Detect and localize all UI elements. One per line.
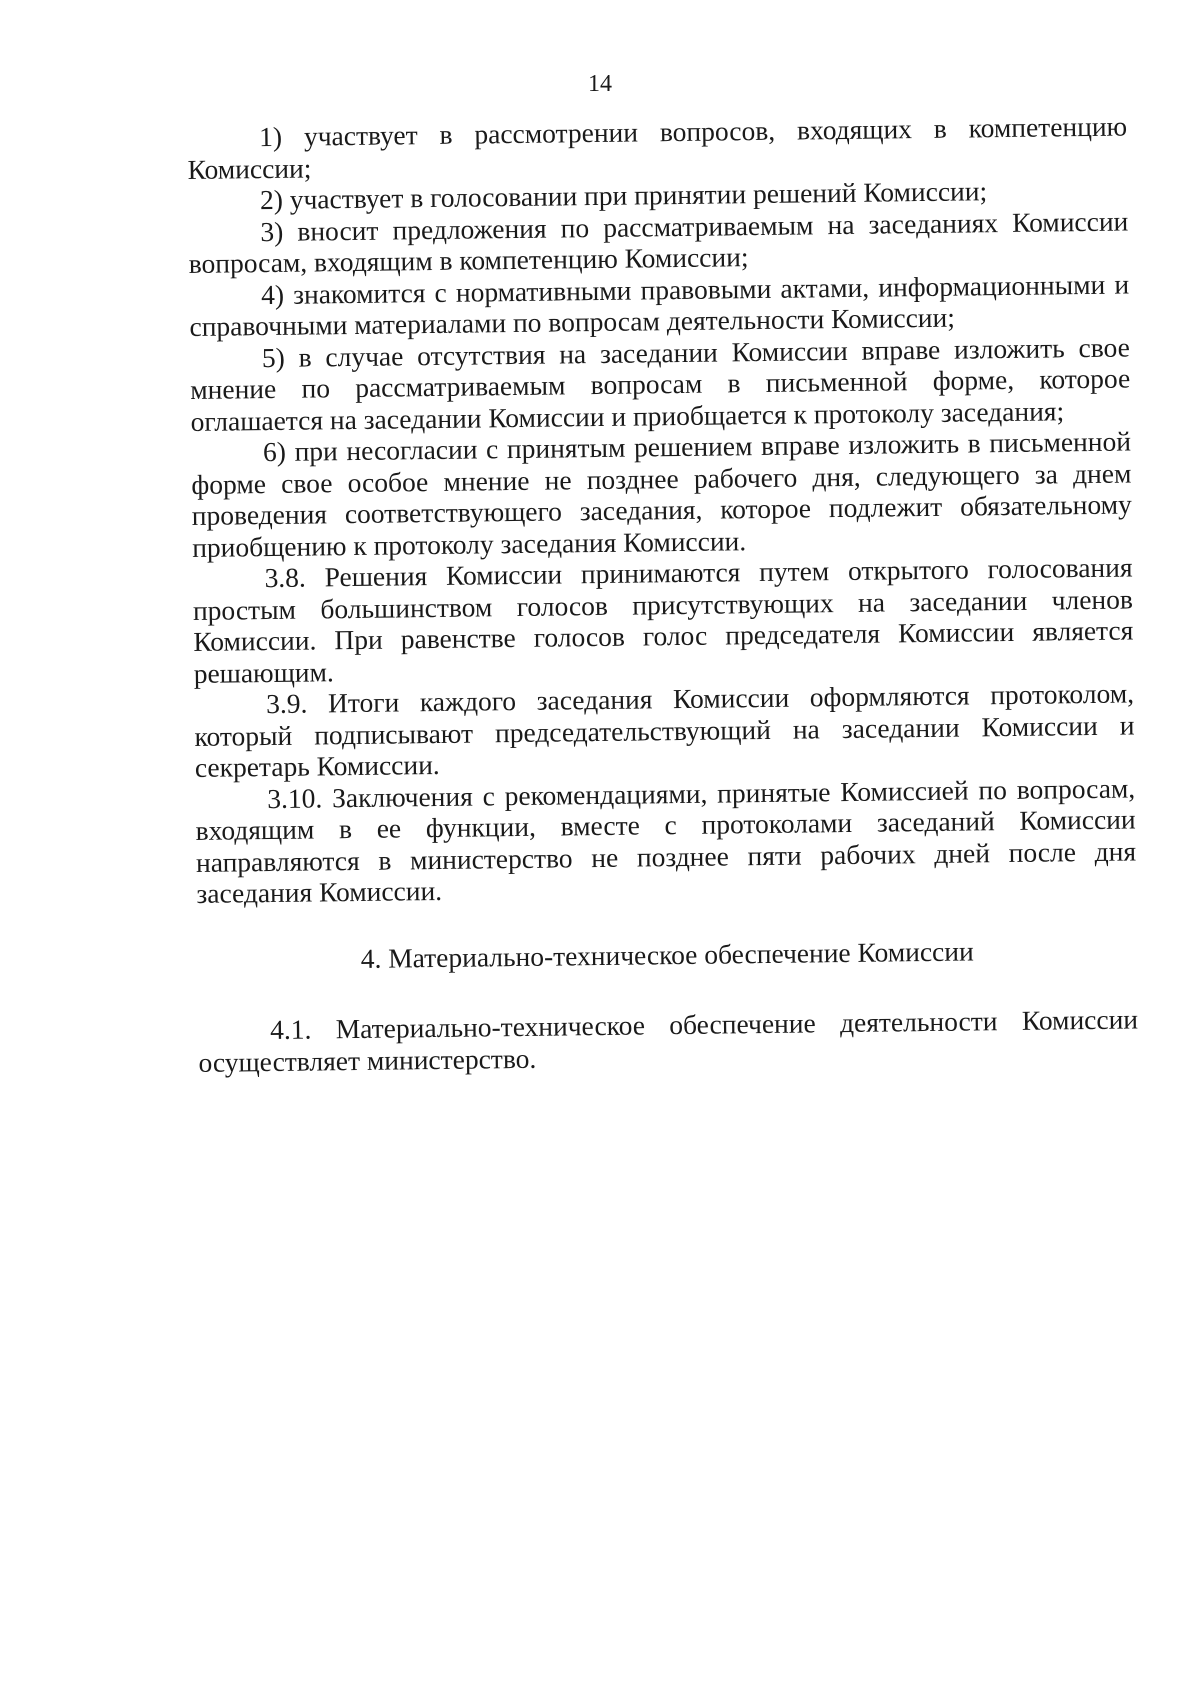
paragraph-item-4: 4) знакомится с нормативными правовыми актами, информационными и справочными материалами по вопросам деятельности Комиссии; [189, 268, 1130, 342]
paragraph-clause-3-10: 3.10. Заключения с рекомендациями, принятые Комиссией по вопросам, входящим в ее функции, вместе с протоколами заседаний Комиссии направляются в министерство не позднее пяти рабочих дней после дня заседания Комиссии. [195, 771, 1137, 909]
paragraph-item-1: 1) участвует в рассмотрении вопросов, входящих в компетенцию Комиссии; [187, 110, 1128, 185]
paragraph-clause-4-1: 4.1. Материально-техническое обеспечение деятельности Комиссии осуществляет министерство. [198, 1003, 1139, 1078]
paragraph-clause-3-9: 3.9. Итоги каждого заседания Комиссии оформляются протоколом, который подписывают председательствующий на заседании Комиссии и секретарь Комиссии. [194, 677, 1135, 783]
paragraph-item-6: 6) при несогласии с принятым решением вправе изложить в письменной форме свое особое мнение не позднее рабочего дня, следующего за днем проведения соответствующего заседания, которое подлежит обязательному приобщению к протоколу заседания Комиссии. [191, 425, 1132, 563]
paragraph-item-5: 5) в случае отсутствия на заседании Комиссии вправе изложить свое мнение по рассматриваемым вопросам в письменной форме, которое оглашается на заседании Комиссии и приобщается к протоколу заседания; [190, 330, 1131, 437]
document-body [187, 111, 1139, 1078]
paragraph-clause-3-8: 3.8. Решения Комиссии принимаются путем открытого голосования простым большинством голосов присутствующих на заседании членов Комиссии. При равенстве голосов голос председателя Комиссии является решающим. [192, 551, 1134, 689]
paragraph-item-3: 3) вносит предложения по рассматриваемым на заседаниях Комиссии вопросам, входящим в компетенцию Комиссии; [188, 205, 1129, 279]
section-heading: 4. Материально-техническое обеспечение Комиссии [360, 934, 974, 974]
page-number: 14 [588, 71, 612, 97]
paragraph-item-2: 2) участвует в голосовании при принятии решений Комиссии; [259, 175, 988, 216]
